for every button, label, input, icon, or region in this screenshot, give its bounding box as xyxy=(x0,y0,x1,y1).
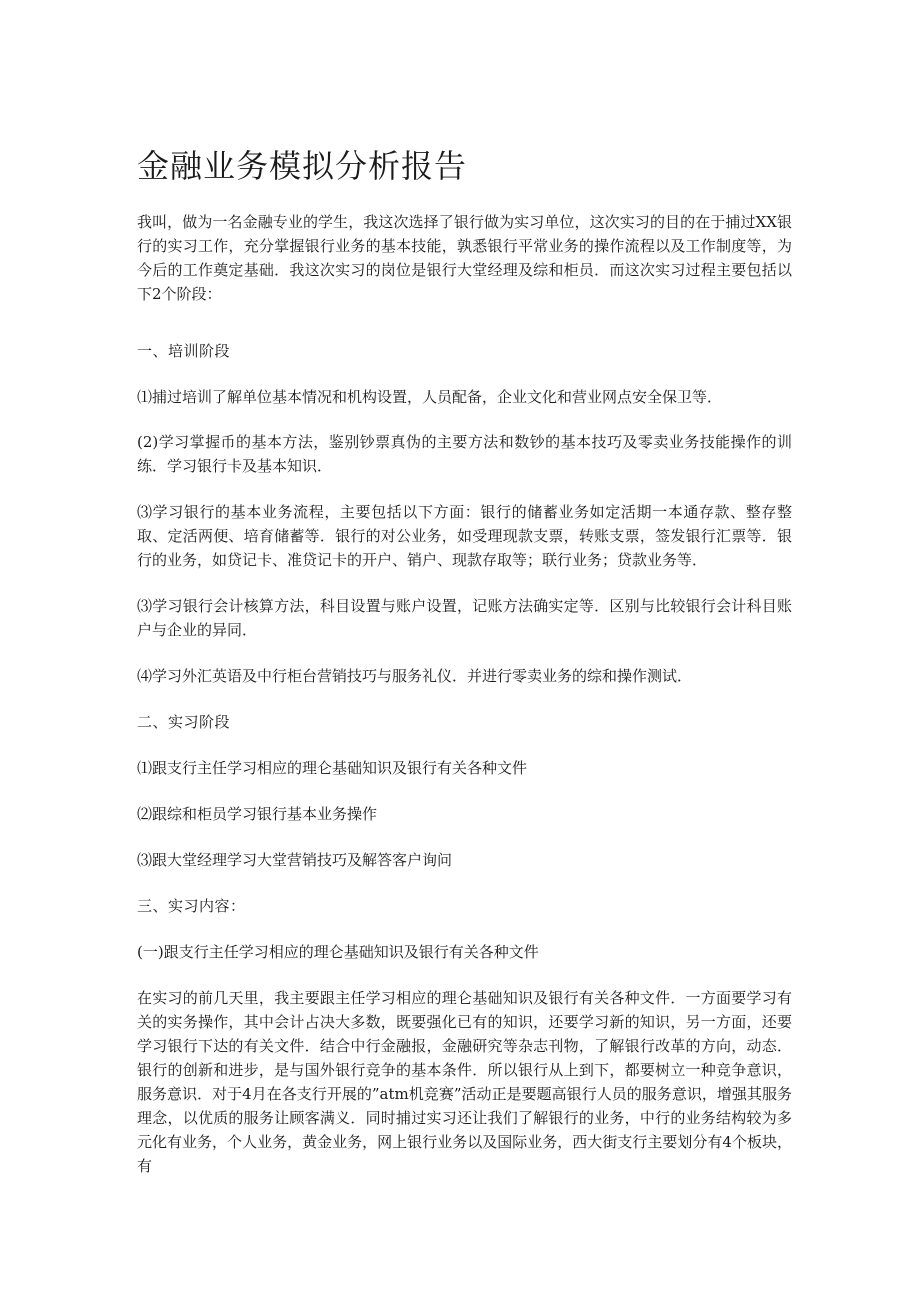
training-item-1: ⑴捕过培训了解单位基本情况和机构设置，人员配备，企业文化和营业网点安全保卫等． xyxy=(137,388,723,406)
training-item-4: ⑶学习银行会计核算方法，科目设置与账户设置，记账方法确实定等．区别与比较银行会计科目账户与企业的异同． xyxy=(137,597,792,639)
section-heading-training: 一、培训阶段 xyxy=(137,342,231,360)
training-item-5: ⑷学习外汇英语及中行柜台营销技巧与服务礼仪．并进行零卖业务的综和操作测试． xyxy=(137,667,693,685)
training-item-3: ⑶学习银行的基本业务流程，主要包括以下方面：银行的储蓄业务如定活期一本通存款、整存整取、定活两便、培育储蓄等．银行的对公业务，如受理现款支票，转账支票，签发银行汇票等．银行的业务，如贷记卡、准贷记卡的开户、销户、现款存取等；联行业务；贷款业务等． xyxy=(137,503,792,569)
internship-item-3: ⑶跟大堂经理学习大堂营销技巧及解答客户询问 xyxy=(137,851,453,869)
page-title: 金融业务模拟分析报告 xyxy=(137,147,468,185)
internship-item-1: ⑴跟支行主任学习相应的理仑基础知识及银行有关各种文件 xyxy=(137,759,528,777)
section-heading-content: 三、实习内容： xyxy=(137,897,246,915)
content-subheading: (一)跟支行主任学习相应的理仑基础知识及银行有关各种文件 xyxy=(137,943,539,961)
training-item-2: (2)学习掌握币的基本方法，鉴别钞票真伪的主要方法和数钞的基本技巧及零卖业务技能操作的训练．学习银行卡及基本知识． xyxy=(137,433,792,475)
internship-item-2: ⑵跟综和柜员学习银行基本业务操作 xyxy=(137,805,378,823)
document-body xyxy=(137,210,792,1178)
content-paragraph: 在实习的前几天里，我主要跟主任学习相应的理仑基础知识及银行有关各种文件．一方面要学习有关的实务操作，其中会计占决大多数，既要强化已有的知识，还要学习新的知识，另一方面，还要学习银行下达的有关文件．结合中行金融报，金融研究等杂志刊物，了解银行改革的方向，动态．银行的创新和进步，是与国外银行竞争的基本条件．所以银行从上到下，都要树立一种竞争意识，服务意识．对于4月在各支行开展的”atm机竞赛”活动正是要题高银行人员的服务意识，增强其服务理念，以优质的服务让顾客满义．同时捕过实习还让我们了解银行的业务，中行的业务结构较为多元化有业务，个人业务，黄金业务，网上银行业务以及国际业务，西大街支行主要划分有4个板块，有 xyxy=(137,989,792,1175)
intro-paragraph: 我叫，做为一名金融专业的学生，我这次选择了银行做为实习单位，这次实习的目的在于捕过XX银行的实习工作，充分掌握银行业务的基本技能，孰悉银行平常业务的操作流程以及工作制度等，为今后的工作奠定基础．我这次实习的岗位是银行大堂经理及综和柜员．而这次实习过程主要包括以下2个阶段： xyxy=(137,213,792,303)
section-heading-internship: 二、实习阶段 xyxy=(137,713,231,731)
